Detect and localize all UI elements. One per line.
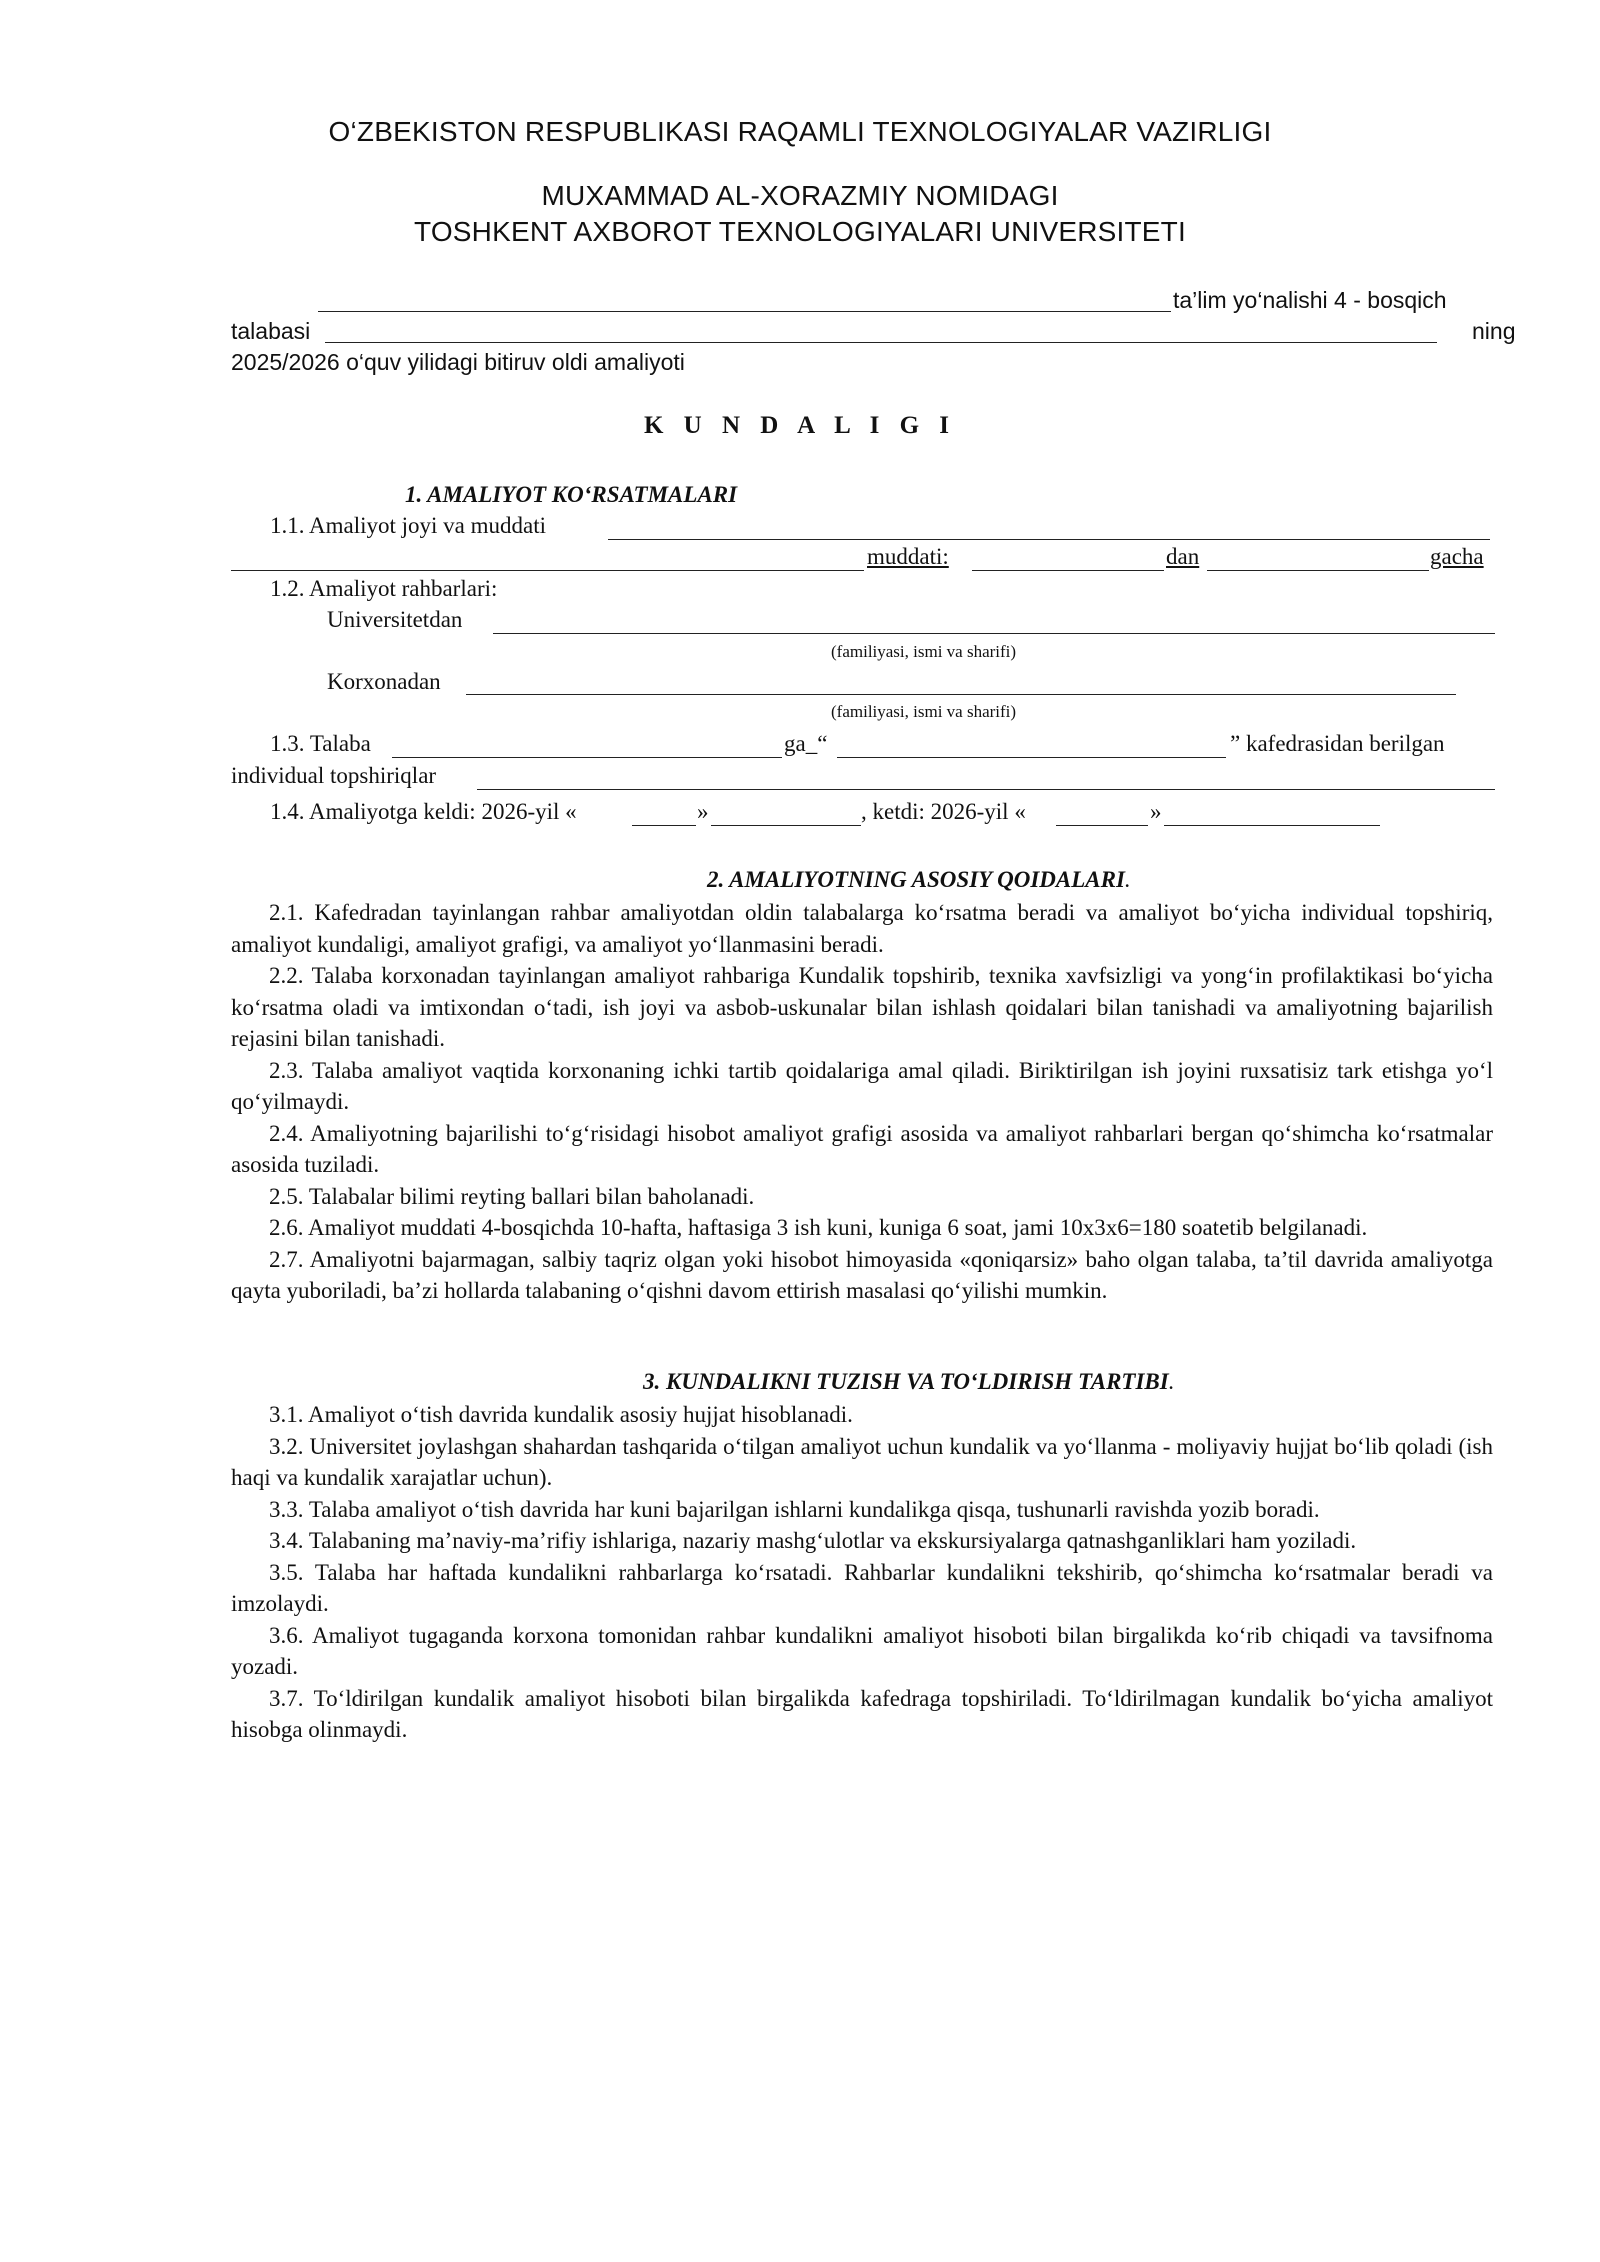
section3-title (643, 1369, 1174, 1395)
rule-text: 2.2. Talaba korxonadan tayinlangan amaliyot rahbariga Kundalik topshirib, texnika xavfsizligi va yong‘in profilaktikasi bo‘yicha ko‘rsatma oladi va imtixondan o‘tadi, ish joyi va asbob-uskunalar bilan ishlash qoidalari bilan tanishadi va amaliyotning bajarilish rejasini bilan tanishadi. (231, 963, 1493, 1051)
departure-month-line (1164, 825, 1380, 826)
document-title: K U N D A L I G I (643, 412, 957, 439)
rule-text: 2.6. Amaliyot muddati 4-bosqichda 10-hafta, haftasiga 3 ish kuni, kuniga 6 soat, jami 10x3x6=180 soatetib belgilanadi. (269, 1215, 1368, 1240)
rule-item (231, 1620, 1493, 1683)
departure-day-line (1056, 825, 1148, 826)
rule-text: 2.4. Amaliyotning bajarilishi to‘g‘risidagi hisobot amaliyot grafigi asosida va amaliyot rahbarlari bergan qo‘shimcha ko‘rsatmalar asosida tuziladi. (231, 1120, 1493, 1177)
rule-text: 2.1. Kafedradan tayinlangan rahbar amaliyotdan oldin talabalarga ko‘rsatma beradi va amaliyot bo‘yicha individual topshiriq, amaliyot kundaligi, amaliyot grafigi, va amaliyot yo‘llanmasini beradi. (231, 900, 1493, 957)
item-1-3-ga: ga_“ (784, 731, 828, 756)
place-blank-line (608, 539, 1490, 540)
rule-text: 3.4. Talabaning ma’naviy-ma’rifiy ishlariga, nazariy mashg‘ulotlar va ekskursiyalarga qatnashganliklari ham yoziladi. (269, 1528, 1357, 1553)
rule-item (231, 1244, 1493, 1307)
student-label: talabasi (231, 318, 311, 344)
rule-text: 3.7. To‘ldirilgan kundalik amaliyot hisoboti bilan birgalikda kafedraga topshiriladi. To‘ldirilmagan kundalik bo‘yicha amaliyot hisobga olinmaydi. (231, 1685, 1493, 1742)
rule-item (231, 1399, 1493, 1431)
rule-text: 2.7. Amaliyotni bajarmagan, salbiy taqriz olgan yoki hisobot himoyasida «qoniqarsiz» baho olgan talaba, ta’til davrida amaliyotga qayta yuboriladi, ba’zi hollarda talabaning o‘qishni davom ettirish masalasi qo‘yilishi mumkin. (231, 1246, 1493, 1303)
university-title-line1: MUXAMMAD AL-XORAZMIY NOMIDAGI (541, 180, 1059, 211)
rule-text: 2.3. Talaba amaliyot vaqtida korxonaning ichki tartib qoidalariga amal qiladi. Biriktirilgan ish joyini ruxsatisiz tark etishga yo‘l qo‘yilmaydi. (231, 1057, 1493, 1114)
rule-item (231, 1212, 1493, 1244)
muddati-label: muddati: (867, 544, 949, 569)
section2-title-dot: . (1124, 867, 1131, 892)
individual-tasks-label: individual topshiriqlar (231, 763, 437, 788)
rule-item (231, 960, 1493, 1055)
direction-blank-line (318, 311, 1171, 312)
item-1-4-arrived: 1.4. Amaliyotga keldi: 2026-yil « (270, 799, 577, 824)
item-1-4-left: , ketdi: 2026-yil « (861, 799, 1026, 824)
item-1-4-close1: » (697, 799, 709, 824)
rule-item (231, 1431, 1493, 1494)
section2-title (707, 867, 1131, 893)
place-continuation-line (231, 570, 864, 571)
student-blank-line (325, 342, 1437, 343)
item-1-2-label: 1.2. Amaliyot rahbarlari: (270, 576, 498, 601)
fio-hint-university: (familiyasi, ismi va sharifi) (831, 642, 1017, 661)
direction-label: ta’lim yo‘nalishi 4 - bosqich (1173, 287, 1447, 313)
item-1-3-label: 1.3. Talaba (270, 731, 371, 756)
rule-item (231, 1557, 1493, 1620)
rule-item (231, 1118, 1493, 1181)
dan-blank-line (1207, 570, 1429, 571)
rule-text: 3.5. Talaba har haftada kundalikni rahbarlarga ko‘rsatadi. Rahbarlar kundalikni tekshirib, qo‘shimcha ko‘rsatmalar beradi va imzolaydi. (231, 1559, 1493, 1616)
individual-tasks-line (477, 789, 1495, 790)
rules-list-3 (231, 1399, 1493, 1746)
rule-item (231, 1683, 1493, 1746)
dan-label: dan (1166, 544, 1200, 569)
item-1-4-close2: » (1150, 799, 1162, 824)
rule-item (231, 1525, 1493, 1557)
rule-item (231, 1494, 1493, 1526)
rules-list-2 (231, 897, 1493, 1307)
arrival-day-line (632, 825, 696, 826)
fio-hint-company: (familiyasi, ismi va sharifi) (831, 702, 1017, 721)
university-title-line2: TOSHKENT AXBOROT TEXNOLOGIYALARI UNIVERSITETI (414, 216, 1186, 247)
university-supervisor-line (493, 633, 1495, 634)
rule-text: 3.1. Amaliyot o‘tish davrida kundalik asosiy hujjat hisoblanadi. (269, 1402, 853, 1427)
muddati-blank-line (972, 570, 1164, 571)
rule-item (231, 1181, 1493, 1213)
department-line (837, 757, 1226, 758)
item-1-3-department: ” kafedrasidan berilgan (1230, 731, 1445, 756)
section2-title-text: 2. AMALIYOTNING ASOSIY QOIDALARI (707, 867, 1125, 892)
rule-item (231, 1055, 1493, 1118)
rule-text: 3.3. Talaba amaliyot o‘tish davrida har kuni bajarilgan ishlarni kundalikga qisqa, tushunarli ravishda yozib boradi. (269, 1496, 1320, 1522)
ministry-title: O‘ZBEKISTON RESPUBLIKASI RAQAMLI TEXNOLOGIYALAR VAZIRLIGI (328, 116, 1272, 147)
year-line: 2025/2026 o‘quv yilidagi bitiruv oldi amaliyoti (231, 349, 685, 375)
gacha-label: gacha (1430, 544, 1484, 569)
rule-item (231, 897, 1493, 960)
student-name-line (392, 757, 782, 758)
arrival-month-line (711, 825, 861, 826)
korxonadan-label: Korxonadan (327, 669, 441, 694)
rule-text: 2.5. Talabalar bilimi reyting ballari bilan baholanadi. (269, 1183, 755, 1209)
section3-title-text: 3. KUNDALIKNI TUZISH VA TO‘LDIRISH TARTIBI (643, 1369, 1169, 1394)
section1-title: 1. AMALIYOT KO‘RSATMALARI (405, 482, 738, 507)
ning-label: ning (1472, 318, 1516, 344)
section3-title-dot: . (1168, 1369, 1175, 1394)
rule-text: 3.6. Amaliyot tugaganda korxona tomonidan rahbar kundalikni amaliyot hisoboti bilan birgalikda ko‘rib chiqadi va tavsifnoma yozadi. (231, 1622, 1493, 1679)
universitetdan-label: Universitetdan (327, 607, 463, 632)
company-supervisor-line (466, 694, 1456, 695)
rule-text: 3.2. Universitet joylashgan shahardan tashqarida o‘tilgan amaliyot uchun kundalik va yo‘llanma - moliyaviy hujjat bo‘lib qoladi (ish haqi va kundalik xarajatlar uchun). (231, 1433, 1493, 1490)
item-1-1-label: 1.1. Amaliyot joyi va muddati (270, 513, 546, 538)
